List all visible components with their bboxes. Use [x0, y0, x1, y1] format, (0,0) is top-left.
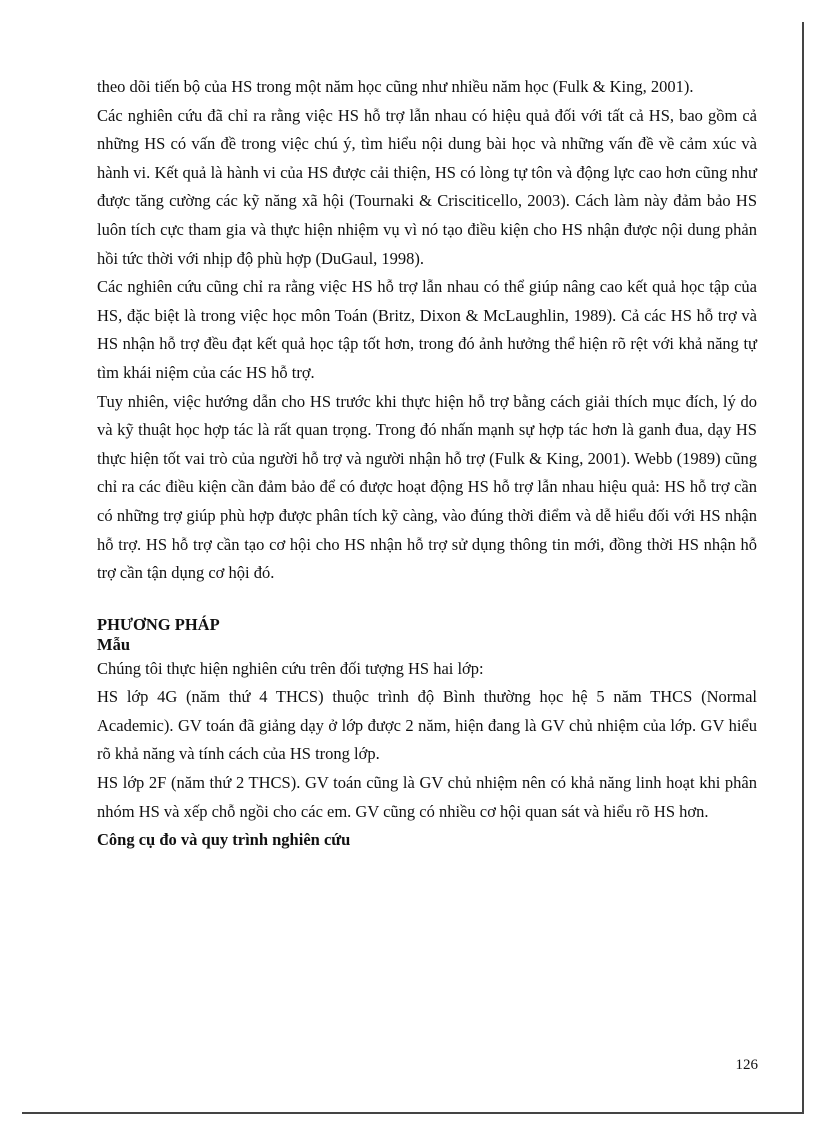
sample-heading: Mẫu — [97, 634, 130, 654]
paragraph-math-achievement: Các nghiên cứu cũng chỉ ra rằng việc HS hỗ trợ lẫn nhau có thể giúp nâng cao kết quả học tập của HS, đặc biệt là trong việc học môn Toán (Britz, Dixon & McLaughlin, 1989). Cả các HS hỗ trợ và HS nhận hỗ trợ đều đạt kết quả học tập tốt hơn, trong đó ảnh hưởng thể hiện rõ rệt với khả năng tự tìm khái niệm của các HS hỗ trợ. — [97, 277, 757, 382]
paragraph-class-2f: HS lớp 2F (năm thứ 2 THCS). GV toán cũng là GV chủ nhiệm nên có khả năng linh hoạt khi phân nhóm HS và xếp chỗ ngồi cho các em. GV cũng có nhiều cơ hội quan sát và hiểu rõ HS hơn. — [97, 773, 757, 821]
paragraph-continuation: theo dõi tiến bộ của HS trong một năm học cũng như nhiều năm học (Fulk & King, 2001). — [97, 77, 694, 96]
paragraph-tutoring-guidance: Tuy nhiên, việc hướng dẫn cho HS trước khi thực hiện hỗ trợ bằng cách giải thích mục đích, lý do và kỹ thuật học hợp tác là rất quan trọng. Trong đó nhấn mạnh sự hợp tác hơn là ganh đua, dạy HS thực hiện tốt vai trò của người hỗ trợ và người nhận hỗ trợ (Fulk & King, 2001). Webb (1989) cũng chỉ ra các điều kiện cần đảm bảo để có được hoạt động HS hỗ trợ lẫn nhau hiệu quả: HS hỗ trợ cần có những trợ giúp phù hợp được phân tích kỹ càng, vào đúng thời điểm và dễ hiểu đối với HS nhận hỗ trợ. HS hỗ trợ cần tạo cơ hội cho HS nhận hỗ trợ sử dụng thông tin mới, đồng thời HS nhận hỗ trợ cần tận dụng cơ hội đó. — [97, 391, 757, 583]
sample-intro: Chúng tôi thực hiện nghiên cứu trên đối tượng HS hai lớp: — [97, 658, 484, 678]
page-border-bottom — [22, 1112, 804, 1114]
paragraph-peer-tutoring-effects: Các nghiên cứu đã chỉ ra rằng việc HS hỗ trợ lẫn nhau có hiệu quả đối với tất cả HS, bao gồm cả những HS có vấn đề trong việc chú ý, tìm hiểu nội dung bài học và những vấn đề về cảm xúc và hành vi. Kết quả là hành vi của HS được cải thiện, HS có lòng tự tôn và động lực cao hơn cũng như được tăng cường các kỹ năng xã hội (Tournaki & Crisciticello, 2003). Cách làm này đảm bảo HS luôn tích cực tham gia và thực hiện nhiệm vụ vì nó tạo điều kiện cho HS nhận được nội dung phản hồi tức thời với nhịp độ phù hợp (DuGaul, 1998). — [97, 105, 757, 268]
tools-heading: Công cụ đo và quy trình nghiên cứu — [97, 830, 351, 850]
page-body — [97, 73, 757, 855]
method-heading: PHƯƠNG PHÁP — [97, 614, 220, 634]
page-border-right — [802, 22, 804, 1114]
paragraph-class-4g: HS lớp 4G (năm thứ 4 THCS) thuộc trình độ Bình thường học hệ 5 năm THCS (Normal Academic). GV toán đã giảng dạy ở lớp được 2 năm, hiện đang là GV chủ nhiệm của lớp. GV hiểu rõ khả năng và tính cách của HS trong lớp. — [97, 687, 757, 764]
page-number: 126 — [735, 1057, 758, 1073]
